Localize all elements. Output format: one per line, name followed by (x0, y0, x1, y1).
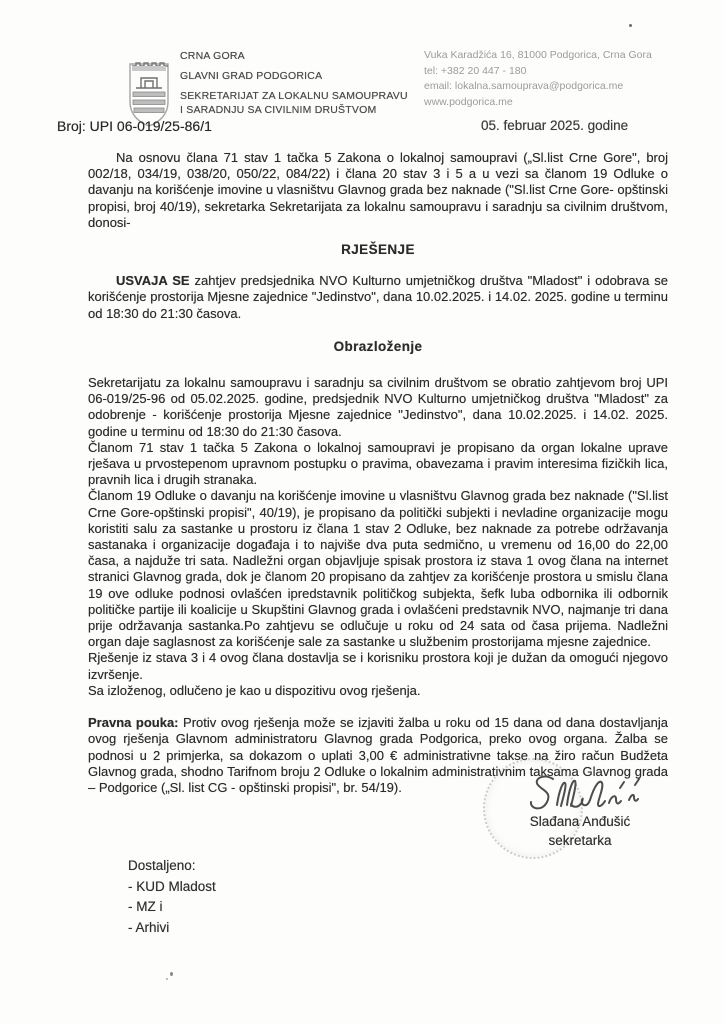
distribution-item: - MZ i (128, 899, 163, 914)
signatory-name: Slađana Anđušić (529, 814, 631, 829)
decision-paragraph (88, 273, 668, 322)
contact-block (424, 48, 684, 110)
org-name-block (180, 50, 430, 117)
contact-website: www.podgorica.me (424, 95, 513, 108)
explanation-paragraph: Sa izloženog, odlučeno je kao u dispozitivu ovog rješenja. (88, 682, 421, 698)
distribution-item: - Arhivi (128, 919, 170, 935)
decision-text: zahtjev predsjednika NVO Kulturno umjetničkog društva "Mladost" i odobrava se korišćenje prostorija Mjesne zajednice "Jedinstvo", dana 10.02.2025. i 14.02. 2025. godine u terminu od 18:30 do 21:30 časova. (88, 273, 668, 321)
legal-remedy-label: Pravna pouka: (88, 715, 179, 731)
org-secretariat-line1: SEKRETARIJAT ZA LOKALNU SAMOUPRAVU (180, 90, 408, 102)
contact-address: Vuka Karadžića 16, 81000 Podgorica, Crna Gora (424, 49, 652, 61)
explanation-paragraph: Sekretarijatu za lokalnu samoupravu i saradnju sa civilnim društvom se obratio zahtjevom broj UPI 06-019/25-96 od 05.02.2025. godine, predsjednik NVO Kulturno umjetničkog društva "Mladost" za odobrenje - korišćenje prostorija Mjesne zajednice "Jedinstvo", dana 10.02.2025. i 14.02. 2025. godine u terminu od 18:30 do 21:30 časova. (88, 375, 668, 439)
scan-artifact-speck (166, 978, 168, 980)
org-city: GLAVNI GRAD PODGORICA (180, 70, 323, 82)
explanation-paragraph: Rješenje iz stava 3 i 4 ovog člana dostavlja se i korisniku prostora koji je dužan da omogući njegovo izvršenje. (88, 650, 668, 682)
distribution-item: - KUD Mladost (128, 878, 216, 894)
contact-email: email: lokalna.samouprava@podgorica.me (424, 80, 624, 92)
contact-phone: tel: +382 20 447 - 180 (424, 64, 527, 77)
signatory-title: sekretarka (548, 833, 612, 848)
explanation-paragraph: Članom 19 Odluke o davanju na korišćenje imovine u vlasništvu Glavnog grada bez naknade ("Sl.list Crne Gore-opštinski propisi", 40/19), je propisano da politički subjekti i nevladine organizacije mogu koristiti salu za sastanke u prostoru iz člana 1 stav 2 Odluke, bez naknade za potrebe održavanja sastanaka i organizacije događaja i to najviše dva puta sedmično, u vremenu od 16,00 do 22,00 časa, a najduže tri sata. Nadležni organ objavljuje spisak prostora iz stava 1 ovog člana na internet stranici Glavnog grada, dok je članom 20 propisano da zahtjev za korišćenje prostora u smislu člana 19 ove odluke podnosi ovlašćen ipredstavnik političkog subjekta, šefk luba odbornika ili odbornik političke partije ili koalicije u Skupštini Glavnog grada i ovlašćeni predstavnik NVO, najmanje tri dana prije održavanja sastanka.Po zahtjevu se odlučuje u roku od 24 sata od časa prijema. Nadležni organ daje saglasnost za korišćenje sale za sastanke u službenim prostorijama mjesne zajednice. (88, 488, 668, 650)
handwritten-signature (523, 772, 648, 820)
heading-rjesenje: RJEŠENJE (341, 242, 415, 258)
explanation-paragraph: Članom 71 stav 1 tačka 5 Zakona o lokalnoj samoupravi je propisano da organ lokalne uprave rješava u prvostepenom upravnom postupku o pravima, obavezama i pravim interesima fizičkih lica, pravnih lica i drugih stranaka. (88, 439, 668, 488)
document-body (88, 150, 668, 796)
scan-artifact-speck (629, 24, 632, 27)
intro-paragraph: Na osnovu člana 71 stav 1 tačka 5 Zakona o lokalnoj samoupravi („Sl.list Crne Gore", broj 002/18, 034/19, 038/20, 050/22, 084/22) i člana 20 stav 3 i 5 a u vezi sa članom 19 Odluke o davanju na korišćenje imovine u vlasništvu Glavnog grada bez naknade ("Sl.list Crne Gore- opštinski propisi, broj 40/19), sekretarka Sekretarijata za lokalnu samoupravu i saradnju sa civilnim društvom, donosi- (88, 150, 668, 230)
decision-keyword: USVAJA SE (116, 273, 190, 289)
reference-number: Broj: UPI 06-019/25-86/1 (57, 118, 212, 134)
distribution-list (128, 856, 216, 938)
explanation-section (88, 375, 668, 699)
distribution-heading: Dostaljeno: (128, 858, 196, 873)
scan-artifact-speck (170, 972, 173, 976)
legal-remedy-text: Protiv ovog rješenja može se izjaviti žalba u roku od 15 dana od dana dostavljanja ovog rješenja Glavnom administratoru Glavnog grada Podgorica, preko ovog organa. Žalba se podnosi u 2 primjerka, sa dokazom o uplati 3,00 € administrativne takse na žiro račun Budžeta Glavnog grada, shodno Tarifnom broju 2 Odluke o lokalnim administrativnim taksama Glavnog grada – Podgorice („Sl. list CG - opštinski propisi", br. 54/19). (88, 715, 668, 795)
heading-obrazlozenje: Obrazloženje (333, 338, 423, 354)
document-date: 05. februar 2025. godine (481, 118, 629, 133)
org-country: CRNA GORA (180, 50, 245, 62)
org-secretariat-line2: I SARADNJU SA CIVILNIM DRUŠTVOM (180, 104, 377, 116)
